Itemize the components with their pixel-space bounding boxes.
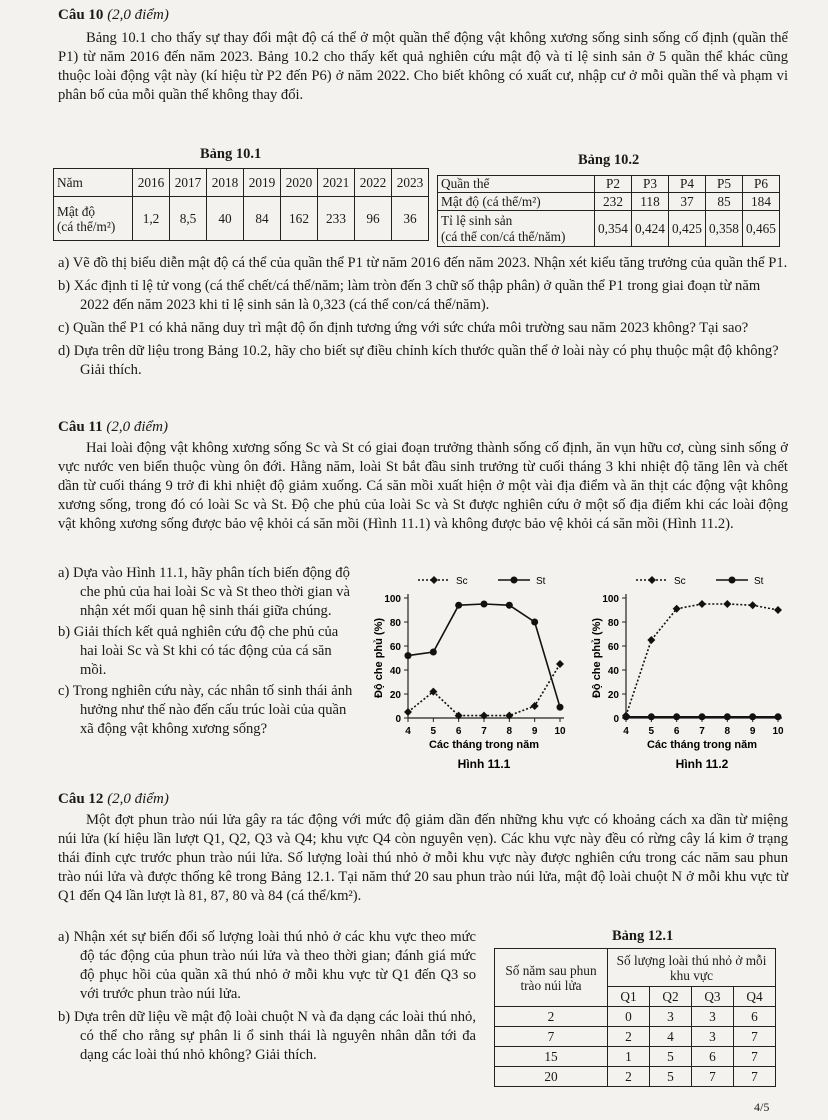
x-tick-label: 10 <box>772 726 784 737</box>
pop-density-cell: 118 <box>632 193 669 211</box>
birth-rate-cell: 0,425 <box>669 211 706 247</box>
x-tick-label: 9 <box>749 726 756 737</box>
data-point-Sc <box>647 636 655 644</box>
data-point-Sc <box>723 600 731 608</box>
data-point-Sc <box>556 660 564 668</box>
table-10-1-caption: Bảng 10.1 <box>200 146 262 162</box>
data-point-St <box>724 713 731 720</box>
y-tick-label: 20 <box>389 690 401 701</box>
y-tick-label: 100 <box>602 594 619 605</box>
year-cell: 2022 <box>355 169 392 197</box>
y-tick-label: 100 <box>384 594 401 605</box>
col-years-header: Số năm sau phun trào núi lửa <box>495 949 608 1007</box>
x-tick-label: 4 <box>405 726 411 737</box>
data-point-St <box>481 601 488 608</box>
q11-intro: Hai loài động vật không xương sống Sc và St có giai đoạn trưởng thành sống cố định, ăn vụn hữu cơ, cùng sinh sống ở vực nước ven biển thuộc vùng ôn đới. Hằng năm, loài St bắt đầu sinh trưởng từ cuối tháng 3 khi nhiệt độ tăng lên và chết dần từ cuối tháng 9 trở đi khi nhiệt độ giảm xuống. Cá săn mồi xuất hiện ở một vài địa điểm và ăn thịt các động vật không xương sống, trong đó có loài Sc và St. Độ che phủ của loài Sc và St được nghiên cứu ở một số địa điểm khi các loài động vật không xương sống được bảo vệ khỏi cá săn mồi (Hình 11.1) và không được bảo vệ khỏi cá săn mồi (Hình 11.2). <box>58 440 788 532</box>
species-count-cell: 4 <box>649 1027 691 1047</box>
data-point-St <box>506 602 513 609</box>
y-tick-label: 40 <box>607 666 619 677</box>
pop-label: Quần thể <box>438 176 595 193</box>
y-tick-label: 40 <box>389 666 401 677</box>
pop-cell: P4 <box>669 176 706 193</box>
species-count-cell: 2 <box>608 1067 650 1087</box>
table-row <box>495 1027 776 1047</box>
data-point-St <box>405 652 412 659</box>
density-cell: 1,2 <box>133 197 170 241</box>
col-species-header: Số lượng loài thú nhỏ ở mỗi khu vực <box>608 949 776 987</box>
species-count-cell: 5 <box>649 1047 691 1067</box>
data-point-St <box>699 713 706 720</box>
table-row <box>495 1067 776 1087</box>
q11-b: b) Giải thích kết quả nghiên cứu độ che phủ của hai loài Sc và St khi có tác động của cá săn mồi. <box>58 624 339 678</box>
year-cell: 2021 <box>318 169 355 197</box>
species-count-cell: 2 <box>608 1027 650 1047</box>
area-header: Q3 <box>691 987 733 1007</box>
data-point-Sc <box>698 600 706 608</box>
figure-11-1 <box>360 570 580 788</box>
y-tick-label: 80 <box>607 618 619 629</box>
birth-rate-cell: 0,465 <box>743 211 780 247</box>
data-point-Sc <box>774 606 782 614</box>
birth-label: Tỉ lệ sinh sản (cá thể con/cá thể/năm) <box>438 211 595 247</box>
y-tick-label: 0 <box>395 714 401 725</box>
q10-block <box>58 6 788 105</box>
year-cell: 15 <box>495 1047 608 1067</box>
pop-cell: P3 <box>632 176 669 193</box>
species-count-cell: 7 <box>691 1067 733 1087</box>
legend-marker-circle <box>729 577 736 584</box>
data-point-Sc <box>531 702 539 710</box>
q11-block <box>58 418 788 534</box>
data-point-Sc <box>404 708 412 716</box>
area-header: Q4 <box>733 987 775 1007</box>
x-axis-label: Các tháng trong năm <box>428 739 540 751</box>
q10-questions <box>58 254 788 380</box>
table-row <box>495 1007 776 1027</box>
legend-label: Sc <box>456 576 468 587</box>
density-cell: 233 <box>318 197 355 241</box>
data-point-St <box>531 619 538 626</box>
x-tick-label: 6 <box>673 726 680 737</box>
birth-rate-cell: 0,358 <box>706 211 743 247</box>
q11-c: c) Trong nghiên cứu này, các nhân tố sinh thái ảnh hưởng như thế nào đến cấu trúc loài của quần xã động vật không xương sống? <box>58 683 353 737</box>
density-cell: 36 <box>392 197 429 241</box>
table-10-2-caption: Bảng 10.2 <box>578 152 640 168</box>
pop-density-cell: 184 <box>743 193 780 211</box>
species-count-cell: 5 <box>649 1067 691 1087</box>
table-12-1 <box>494 948 776 1087</box>
table-10-2 <box>437 175 780 247</box>
density-cell: 84 <box>244 197 281 241</box>
x-tick-label: 7 <box>481 726 487 737</box>
density-label-2: Mật độ (cá thể/m²) <box>438 193 595 211</box>
table-10-1 <box>53 168 429 241</box>
x-tick-label: 4 <box>623 726 629 737</box>
legend-label: St <box>536 576 546 587</box>
y-tick-label: 60 <box>389 642 401 653</box>
legend-label: St <box>754 576 764 587</box>
y-tick-label: 60 <box>607 642 619 653</box>
data-point-St <box>455 602 462 609</box>
y-tick-label: 0 <box>613 714 619 725</box>
year-label: Năm <box>54 169 133 197</box>
q10-intro: Bảng 10.1 cho thấy sự thay đổi mật độ cá thể ở một quần thể động vật không xương sống sinh sống cố định (quần thể P1) từ năm 2016 đến năm 2023. Bảng 10.2 cho thấy kết quả nghiên cứu mật độ và tỉ lệ sinh sản ở 5 quần thể khác cũng thuộc loài động vật này (kí hiệu từ P2 đến P6) ở năm 2022. Cho biết không có xuất cư, nhập cư ở mỗi quần thể và phạm vi phân bố của mỗi quần thể không thay đổi. <box>58 30 788 103</box>
x-tick-label: 6 <box>455 726 462 737</box>
species-count-cell: 6 <box>691 1047 733 1067</box>
q12-questions <box>58 928 476 1065</box>
x-tick-label: 8 <box>506 726 513 737</box>
figure-title: Hình 11.2 <box>675 757 729 771</box>
series-line-Sc <box>408 664 560 716</box>
data-point-St <box>648 713 655 720</box>
species-count-cell: 3 <box>691 1027 733 1047</box>
y-axis-label: Độ che phủ (%) <box>373 617 385 699</box>
data-point-Sc <box>673 605 681 613</box>
birth-rate-cell: 0,354 <box>595 211 632 247</box>
species-count-cell: 1 <box>608 1047 650 1067</box>
year-cell: 20 <box>495 1067 608 1087</box>
x-axis-label: Các tháng trong năm <box>646 739 758 751</box>
year-cell: 2016 <box>133 169 170 197</box>
data-point-St <box>775 713 782 720</box>
q10-d: d) Dựa trên dữ liệu trong Bảng 10.2, hãy cho biết sự điều chỉnh kích thước quần thể ở loài này có phụ thuộc mật độ không? Giải thích. <box>58 343 779 378</box>
q12-a: a) Nhận xét sự biến đổi số lượng loài thú nhỏ ở các khu vực theo mức độ tác động của phun trào núi lửa và theo thời gian; đánh giá mức độ phục hồi của quần xã thú nhỏ ở mỗi khu vực từ Q1 đến Q3 so với trước phun trào núi lửa. <box>58 929 476 1002</box>
pop-cell: P5 <box>706 176 743 193</box>
q11-questions <box>58 564 356 739</box>
species-count-cell: 3 <box>691 1007 733 1027</box>
density-cell: 40 <box>207 197 244 241</box>
table-12-1-caption: Bảng 12.1 <box>612 928 674 944</box>
y-axis-label: Độ che phủ (%) <box>591 617 603 699</box>
data-point-Sc <box>749 601 757 609</box>
pop-density-cell: 232 <box>595 193 632 211</box>
year-cell: 2018 <box>207 169 244 197</box>
x-tick-label: 5 <box>430 726 437 737</box>
table-row <box>495 1047 776 1067</box>
page-number: 4/5 <box>754 1100 770 1114</box>
density-cell: 96 <box>355 197 392 241</box>
data-point-St <box>430 649 437 656</box>
pop-cell: P2 <box>595 176 632 193</box>
y-tick-label: 20 <box>607 690 619 701</box>
q12-intro: Một đợt phun trào núi lửa gây ra tác động với mức độ giảm dần đến những khu vực có khoảng cách xa dần từ miệng núi lửa (kí hiệu lần lượt Q1, Q2, Q3 và Q4; khu vực Q4 còn nguyên vẹn). Các khu vực này đều có rừng cây lá kim ở trạng thái đỉnh cực trước phun trào núi lửa. Số lượng loài thú nhỏ ở mỗi khu vực này được nghiên cứu trong các năm sau phun trào núi lửa và được thống kê trong Bảng 12.1. Tại năm thứ 20 sau phun trào núi lửa, mật độ loài chuột N ở mỗi khu vực từ Q1 đến Q4 lần lượt là 81, 87, 80 và 84 (cá thể/km²). <box>58 812 788 904</box>
species-count-cell: 6 <box>733 1007 775 1027</box>
figure-11-2 <box>578 570 796 788</box>
x-tick-label: 5 <box>648 726 655 737</box>
q10-a: a) Vẽ đồ thị biểu diễn mật độ cá thể của quần thể P1 từ năm 2016 đến năm 2023. Nhận xét kiểu tăng trưởng của quần thể P1. <box>58 255 788 271</box>
species-count-cell: 3 <box>649 1007 691 1027</box>
q11-a: a) Dựa vào Hình 11.1, hãy phân tích biến động độ che phủ của hai loài Sc và St theo thời gian và nhận xét mối quan hệ sinh thái giữa chúng. <box>58 565 350 619</box>
legend-marker-diamond <box>648 576 656 584</box>
data-point-St <box>749 713 756 720</box>
y-tick-label: 80 <box>389 618 401 629</box>
x-tick-label: 10 <box>554 726 566 737</box>
x-tick-label: 9 <box>531 726 538 737</box>
x-tick-label: 7 <box>699 726 705 737</box>
year-cell: 2 <box>495 1007 608 1027</box>
year-cell: 2023 <box>392 169 429 197</box>
x-tick-label: 8 <box>724 726 731 737</box>
pop-density-cell: 37 <box>669 193 706 211</box>
species-count-cell: 7 <box>733 1067 775 1087</box>
q12-block <box>58 790 788 906</box>
q12-heading: Câu 12 (2,0 điểm) <box>58 791 169 807</box>
legend-marker-circle <box>511 577 518 584</box>
legend-marker-diamond <box>430 576 438 584</box>
species-count-cell: 7 <box>733 1027 775 1047</box>
series-line-Sc <box>626 604 778 716</box>
data-point-St <box>623 713 630 720</box>
density-cell: 162 <box>281 197 318 241</box>
species-count-cell: 7 <box>733 1047 775 1067</box>
data-point-St <box>557 704 564 711</box>
year-cell: 2020 <box>281 169 318 197</box>
year-cell: 2017 <box>170 169 207 197</box>
year-cell: 2019 <box>244 169 281 197</box>
q10-c: c) Quần thể P1 có khả năng duy trì mật độ ổn định tương ứng với sức chứa môi trường sau năm 2023 không? Tại sao? <box>58 320 749 336</box>
q12-b: b) Dựa trên dữ liệu về mật độ loài chuột N và đa dạng các loài thú nhỏ, có thể cho rằng sự phân li ổ sinh thái là nguyên nhân dẫn tới đa dạng các loài thú nhỏ không? Giải thích. <box>58 1009 476 1063</box>
density-cell: 8,5 <box>170 197 207 241</box>
species-count-cell: 0 <box>608 1007 650 1027</box>
data-point-St <box>673 713 680 720</box>
pop-density-cell: 85 <box>706 193 743 211</box>
figure-title: Hình 11.1 <box>457 757 511 771</box>
pop-cell: P6 <box>743 176 780 193</box>
legend-label: Sc <box>674 576 686 587</box>
year-cell: 7 <box>495 1027 608 1047</box>
q10-heading: Câu 10 (2,0 điểm) <box>58 7 169 23</box>
area-header: Q2 <box>649 987 691 1007</box>
area-header: Q1 <box>608 987 650 1007</box>
q11-heading: Câu 11 (2,0 điểm) <box>58 419 169 435</box>
density-label: Mật độ (cá thể/m²) <box>54 197 133 241</box>
birth-rate-cell: 0,424 <box>632 211 669 247</box>
q10-b: b) Xác định tỉ lệ tử vong (cá thể chết/cá thể/năm; làm tròn đến 3 chữ số thập phân) ở quần thể P1 trong giai đoạn từ năm 2022 đến năm 2023 khi tỉ lệ sinh sản là 0,323 (cá thể con/cá thể/năm). <box>58 278 761 313</box>
